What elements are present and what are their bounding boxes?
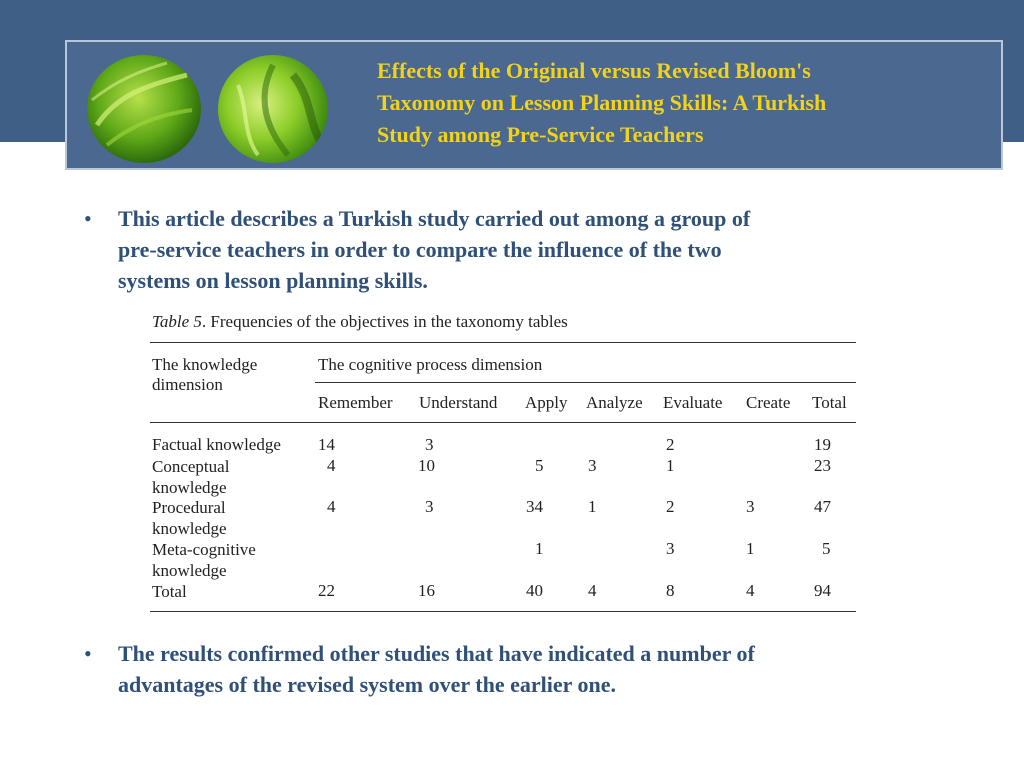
bullet-icon: • (84, 641, 92, 666)
table-cell: 3 (666, 539, 675, 558)
row-label-line: Conceptual (152, 457, 230, 476)
table-cell: 3 (588, 456, 597, 475)
table-caption (152, 312, 568, 332)
table-cell: 3 (425, 435, 434, 454)
table-cell: 4 (327, 497, 336, 516)
table-cell: 16 (418, 581, 435, 600)
row-label (152, 497, 227, 539)
title-line: Effects of the Original versus Revised Bloom's (377, 58, 811, 83)
table-cell: 4 (746, 581, 755, 600)
title-line: Taxonomy on Lesson Planning Skills: A Turkish (377, 90, 827, 115)
bullet-item (80, 203, 980, 299)
table-cell: 2 (666, 435, 675, 454)
column-header-analyze: Analyze (586, 393, 643, 412)
column-header-apply: Apply (525, 393, 568, 412)
row-label-line: Factual knowledge (152, 435, 281, 454)
table-cell: 8 (666, 581, 675, 600)
table-cell: 2 (666, 497, 675, 516)
table-cell: 1 (535, 539, 544, 558)
table-cell: 5 (535, 456, 544, 475)
header-line: The knowledge (152, 355, 258, 374)
row-label-line: Meta-cognitive (152, 540, 256, 559)
bullet-text (118, 638, 958, 700)
slide-title (377, 55, 987, 151)
table-cell: 5 (822, 539, 831, 558)
column-header-total: Total (812, 393, 847, 412)
table-cell: 94 (814, 581, 831, 600)
row-label-line: Procedural (152, 498, 226, 517)
table-cell: 47 (814, 497, 831, 516)
table-rule (315, 382, 856, 383)
table-cell: 14 (318, 435, 335, 454)
cognitive-dimension-header: The cognitive process dimension (318, 355, 543, 374)
bullet-line: systems on lesson planning skills. (118, 268, 428, 293)
knowledge-dimension-header (152, 355, 257, 395)
table-cell: 4 (588, 581, 597, 600)
column-header-remember: Remember (318, 393, 393, 412)
table-cell: 1 (588, 497, 597, 516)
bullet-line: This article describes a Turkish study carried out among a group of (118, 206, 751, 231)
table-cell: 3 (425, 497, 434, 516)
table-caption-label: Table 5 (152, 312, 202, 331)
table-caption-text: . Frequencies of the objectives in the taxonomy tables (201, 312, 568, 331)
column-header-evaluate: Evaluate (663, 393, 723, 412)
row-label (152, 456, 229, 498)
column-header-understand: Understand (419, 393, 498, 412)
table-cell: 4 (327, 456, 336, 475)
row-label-line: knowledge (152, 561, 227, 580)
bullet-text (118, 203, 958, 296)
table-cell: 3 (746, 497, 755, 516)
table-rule (150, 422, 856, 423)
green-leaf-image (218, 55, 328, 163)
table-cell: 19 (814, 435, 831, 454)
bullet-item (80, 638, 980, 702)
bullet-line: The results confirmed other studies that have indicated a number of (118, 641, 755, 666)
row-label-line: knowledge (152, 519, 227, 538)
table-rule (150, 342, 856, 343)
table-cell: 1 (666, 456, 675, 475)
row-label-line: Total (152, 582, 187, 601)
row-label (152, 581, 187, 602)
frequency-table (150, 310, 860, 615)
table-cell: 10 (418, 456, 435, 475)
table-cell: 22 (318, 581, 335, 600)
row-label (152, 434, 281, 455)
table-cell: 1 (746, 539, 755, 558)
header-line: dimension (152, 375, 223, 394)
green-leaf-image (87, 55, 201, 163)
table-cell: 34 (526, 497, 543, 516)
title-line: Study among Pre-Service Teachers (377, 122, 704, 147)
row-label-line: knowledge (152, 478, 227, 497)
bullet-line: advantages of the revised system over the earlier one. (118, 672, 616, 697)
table-rule (150, 611, 856, 612)
column-header-create: Create (746, 393, 791, 412)
table-cell: 23 (814, 456, 831, 475)
bullet-icon: • (84, 206, 92, 231)
table-cell: 40 (526, 581, 543, 600)
row-label (152, 539, 256, 581)
bullet-line: pre-service teachers in order to compare the influence of the two (118, 237, 722, 262)
